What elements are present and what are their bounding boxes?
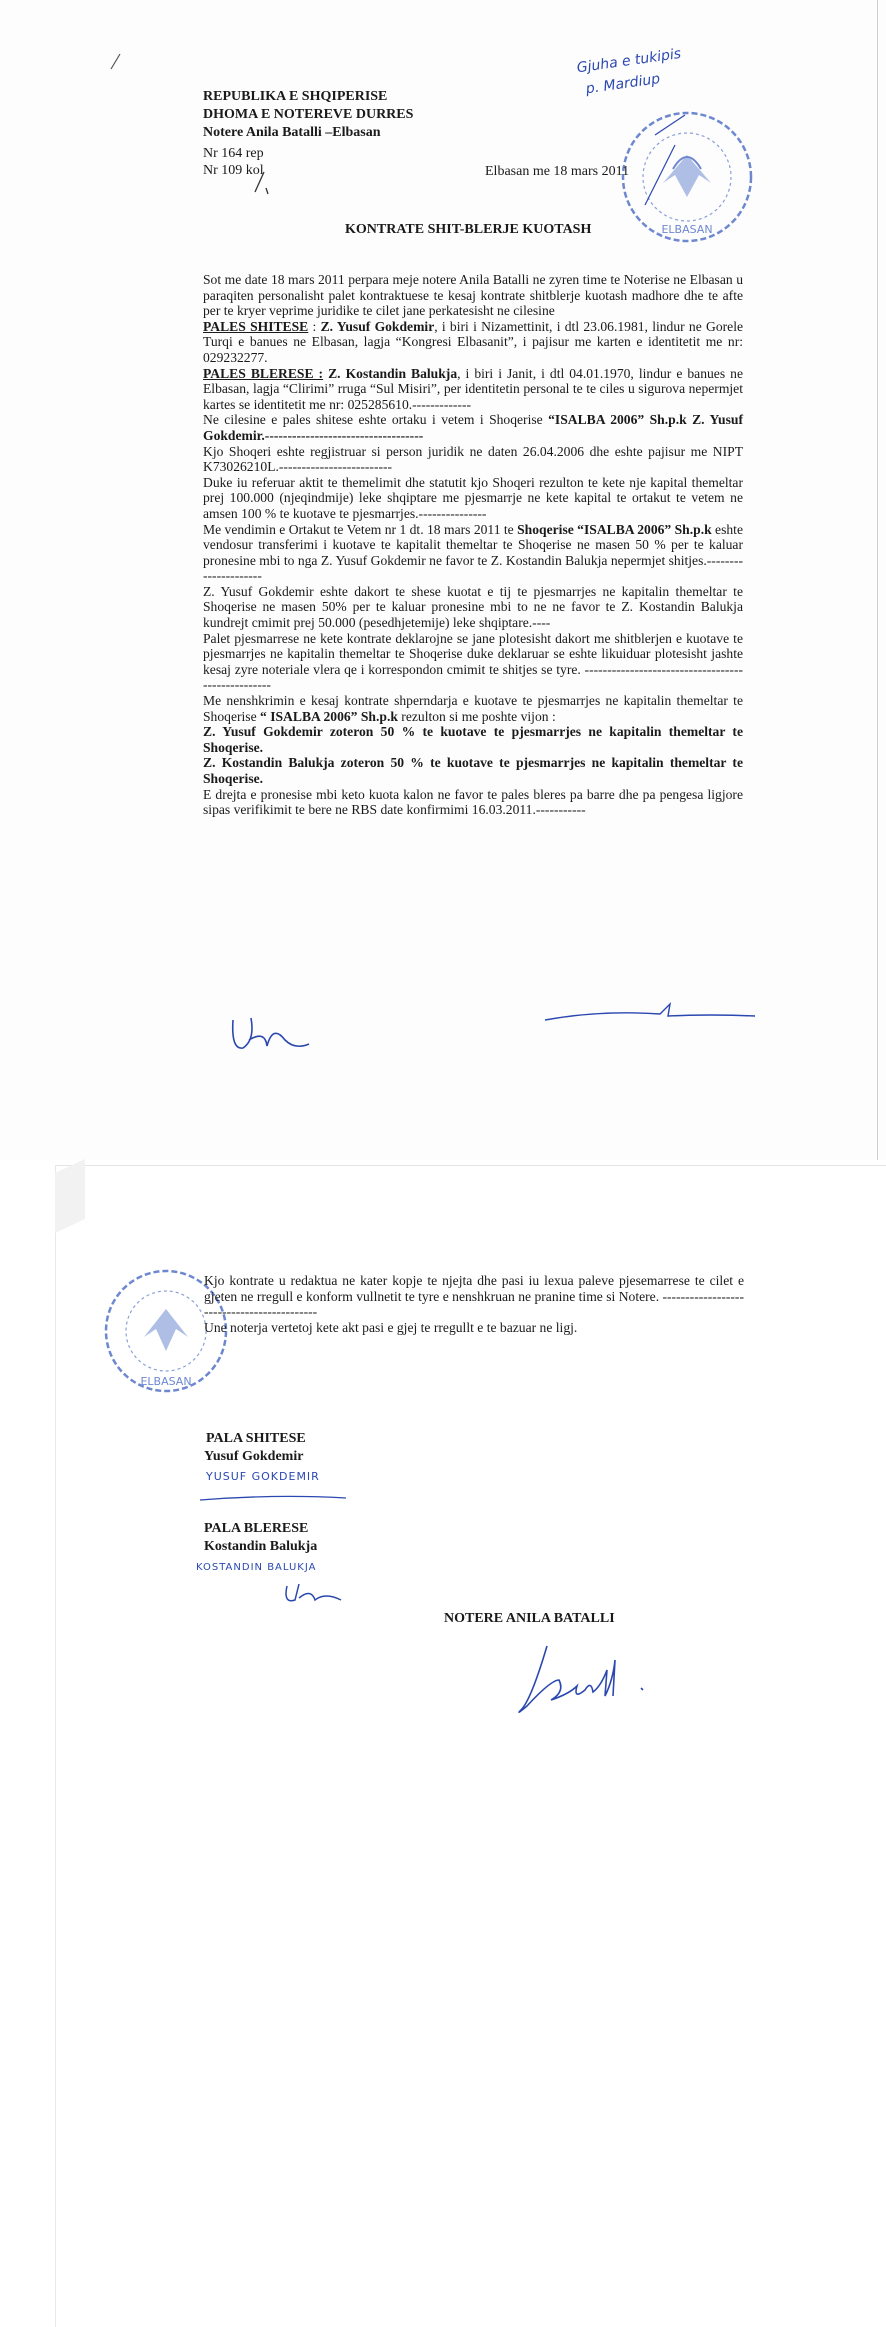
seller-handwritten-name: YUSUF GOKDEMIR xyxy=(206,1470,320,1483)
signature-line xyxy=(540,1000,760,1030)
decision-rest: eshte vendosur transferimi i kuotave te kapitalit themeltar te Shoqerise ne masen 50 % per te kaluar pronesine mbi to nga Z. Yusuf Gokdemir ne favor te Z. Kostandin Balukja nepermjet shitjes.--------------------- xyxy=(203,521,743,584)
paragraph-distribution xyxy=(203,693,743,724)
paragraph-price: Z. Yusuf Gokdemir eshte dakort te shese kuotat e tij te pjesmarrjes ne kapitalin themeltar te Shoqerise ne masen 50% per te kaluar pronesine mbi to ne ne favor te Z. Kostandin Balukja kundrejt cmimit prej 50.000 (pesedhjetemije) leke shqiptare.---- xyxy=(203,583,743,631)
handnote-line-1: Gjuha e tukipis xyxy=(575,45,683,77)
distribution-text: Me nenshkrimin e kesaj kontrate shperndarja e kuotave te pjesmarrjes ne kapitalin themeltar te Shoqerise xyxy=(203,693,743,724)
nr-rep: Nr 164 rep xyxy=(203,146,264,161)
paragraph-share-seller: Z. Yusuf Gokdemir zoteron 50 % te kuotave te pjesmarrjes ne kapitalin themeltar te Shoqerise. xyxy=(203,724,743,755)
paragraph-sole-partner xyxy=(203,412,743,443)
seller-party-label: PALA SHITESE xyxy=(206,1431,306,1446)
seller-label: PALES SHITESE xyxy=(203,318,309,334)
header-line-2: DHOMA E NOTEREVE DURRES xyxy=(203,107,414,122)
decision-company: Shoqerise “ISALBA 2006” Sh.p.k xyxy=(517,521,712,537)
buyer-details: , i biri i Janit, i dtl 04.01.1970, lindur e banues ne Elbasan, lagja “Clirimi” rruga “Sul Misiri”, per identitetin personal te te ciles u sigurova nepermjet kartes se identitetit me nr: 025285610.------------- xyxy=(203,365,743,412)
buyer-signature xyxy=(281,1578,351,1608)
svg-text:ELBASAN: ELBASAN xyxy=(661,223,713,236)
paragraph-declaration: Palet pjesmarrese ne kete kontrate deklarojne se jane plotesisht dakort me shitblerjen e kuotave te pjesmarrjes ne kapitalin themeltar te Shoqerise duke deklaruar se eshte likuiduar plotesisht jashte kesaj zyre noteriale vlera qe i korrespondon cmimit te shitjes se tyre. -------------------------------------------------- xyxy=(203,630,743,693)
paragraph-capital: Duke iu referuar aktit te themelimit dhe statutit kjo Shoqeri rezulton te kete nje kapital themeltar prej 100.000 (njeqindmije) leke shqiptare me pjesmarrje ne kete kapital te ortakut te vetem ne amsen 100 % te kuotave te pjesmarrjes.--------------- xyxy=(203,474,743,521)
document-page-2 xyxy=(55,1165,886,2327)
notary-stamp xyxy=(615,105,760,250)
paragraph-decision xyxy=(203,522,743,584)
buyer-name: Z. Kostandin Balukja xyxy=(328,365,458,381)
buyer-label: PALES BLERESE : xyxy=(203,365,324,381)
paragraph-ownership: E drejta e pronesise mbi keto kuota kalon ne favor te pales bleres pa barre dhe pa pengesa ligjore sipas verifikimit te bere ne RBS date konfirmimi 16.03.2011.----------- xyxy=(203,786,743,818)
buyer-party-label: PALA BLERESE xyxy=(204,1521,309,1536)
closing-text xyxy=(204,1273,744,1335)
notary-signature xyxy=(511,1640,681,1720)
paragraph-seller: PALES SHITESE : Z. Yusuf Gokdemir, i biri i Nizamettinit, i dtl 23.06.1981, lindur ne Gorele Turqi e banues ne Elbasan, lagja “Kongresi Elbasanit”, i pajisur me karten e identitetit me nr: 029232277. xyxy=(203,318,744,365)
seller-details: , i biri i Nizamettinit, i dtl 23.06.1981, lindur ne Gorele Turqi e banues ne Elbasan, lagja “Kongresi Elbasanit”, i pajisur me karten e identitetit me nr: 029232277. xyxy=(203,318,744,365)
buyer-party-name: Kostandin Balukja xyxy=(204,1539,318,1554)
header-line-3: Notere Anila Batalli –Elbasan xyxy=(203,125,381,140)
seller-signature-line xyxy=(196,1490,356,1506)
nr-pen-mark xyxy=(252,168,282,196)
page-corner-shadow xyxy=(55,1159,85,1233)
page-edge xyxy=(877,0,878,1160)
paragraph-buyer xyxy=(203,366,743,413)
closing-paragraph: Kjo kontrate u redaktua ne kater kopje te njejta dhe pasi iu lexua paleve pjesemarrese te cilet e gjeten ne rregull e konform vullnetit te tyre e nenshkruan ne pranine time si Notere. ------------------------------------------- xyxy=(204,1273,744,1320)
seller-name: Z. Yusuf Gokdemir xyxy=(320,318,435,334)
company-name-bold: “ISALBA 2006” Sh.p.k Z. Yusuf Gokdemir.----------------------------------- xyxy=(203,412,743,443)
document-title: KONTRATE SHIT-BLERJE KUOTASH xyxy=(345,222,592,237)
paragraph-registration: Kjo Shoqeri eshte regjistruar si person juridik ne daten 26.04.2006 dhe eshte pajisur me NIPT K73026210L.------------------------- xyxy=(203,443,743,475)
paragraph-intro: Sot me date 18 mars 2011 perpara meje notere Anila Batalli ne zyren time te Noterise ne Elbasan u paraqiten personalisht palet kontraktuese te kesaj kontrate shitblerje kuotash madhore dhe te afte per te kryer veprime juridike te cilet jane perkatesisht ne cilesine xyxy=(203,272,743,319)
contract-body xyxy=(203,272,743,818)
notary-label: NOTERE ANILA BATALLI xyxy=(444,1611,615,1626)
nr-kol: Nr 109 kol xyxy=(203,163,264,178)
place-date: Elbasan me 18 mars 2011 xyxy=(485,164,630,179)
decision-text: Me vendimin e Ortakut te Vetem nr 1 dt. 18 mars 2011 te xyxy=(203,521,518,537)
buyer-handwritten-name: KOSTANDIN BALUKJA xyxy=(196,1562,317,1573)
distribution-rest: rezulton si me poshte vijon : xyxy=(397,708,556,724)
paragraph-share-buyer: Z. Kostandin Balukja zoteron 50 % te kuotave te pjesmarrjes ne kapitalin themeltar te Shoqerise. xyxy=(203,755,743,786)
header-line-1: REPUBLIKA E SHQIPERISE xyxy=(203,89,388,104)
handwritten-note xyxy=(575,43,685,101)
handnote-line-2: p. Mardiup xyxy=(584,71,662,98)
distribution-company: “ ISALBA 2006” Sh.p.k xyxy=(260,708,398,724)
svg-text:ELBASAN: ELBASAN xyxy=(140,1375,192,1388)
certification-paragraph: Une noterja vertetoj kete akt pasi e gjej te rregullt e te bazuar ne ligj. xyxy=(204,1319,578,1335)
signature-seller-initials xyxy=(225,1010,315,1060)
seller-party-name: Yusuf Gokdemir xyxy=(204,1449,304,1464)
document-page-1 xyxy=(0,0,886,1160)
pen-mark xyxy=(108,52,122,72)
sole-partner-text: Ne cilesine e pales shitese eshte ortaku i vetem i Shoqerise xyxy=(203,412,549,428)
